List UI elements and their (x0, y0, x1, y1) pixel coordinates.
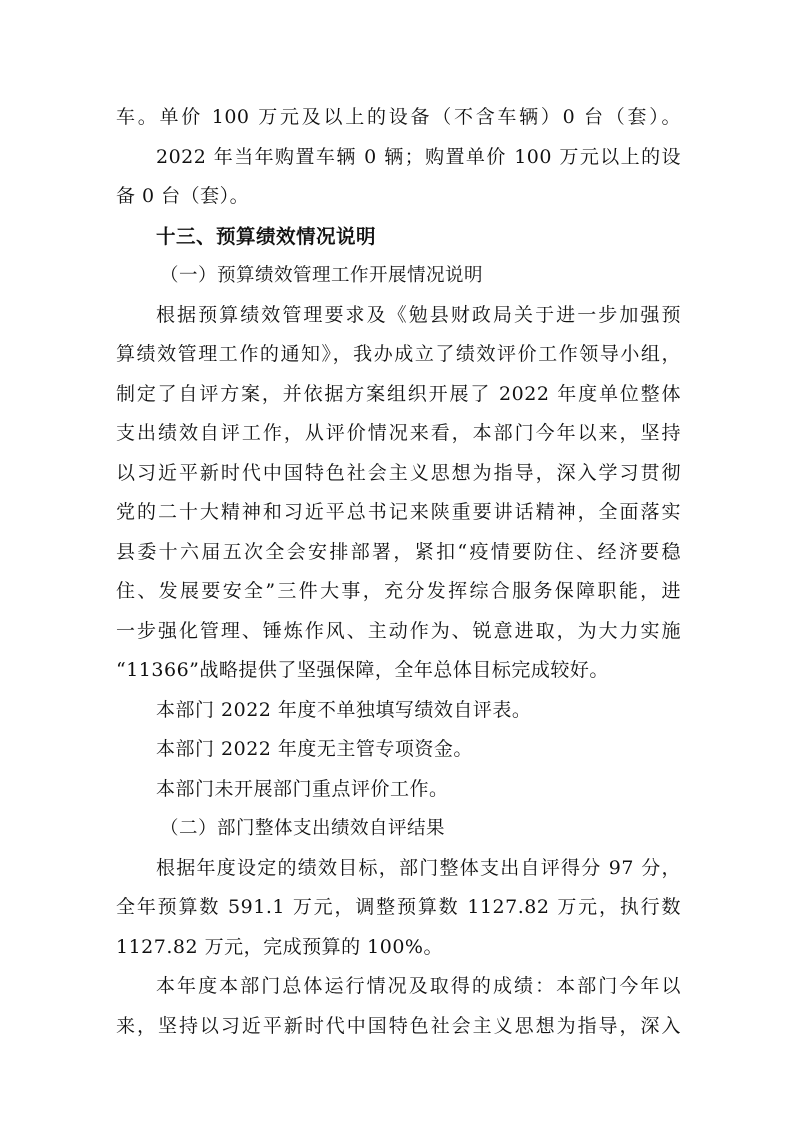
paragraph-line: 全年预算数 591.1 万元，调整预算数 1127.82 万元，执行数 (116, 896, 681, 918)
paragraph-line: 党的二十大精神和习近平总书记来陕重要讲话精神，全面落实 (116, 501, 681, 523)
subsection-heading: （二）部门整体支出绩效自评结果 (160, 818, 446, 839)
subsection-heading: （一）预算绩效管理工作开展情况说明 (160, 265, 484, 286)
paragraph-line: 本部门未开展部门重点评价工作。 (156, 777, 449, 800)
paragraph-line: 来，坚持以习近平新时代中国特色社会主义思想为指导，深入 (116, 1014, 681, 1037)
paragraph-line: 算绩效管理工作的通知》，我办成立了绩效评价工作领导小组， (116, 343, 681, 365)
paragraph-line: 本年度本部门总体运行情况及取得的成绩：本部门今年以 (156, 975, 681, 997)
paragraph-line: 县委十六届五次全会安排部署，紧扣“疫情要防住、经济要稳 (116, 540, 681, 563)
paragraph-line: 根据预算绩效管理要求及《勉县财政局关于进一步加强预 (156, 303, 681, 326)
paragraph-line: 本部门 2022 年度无主管专项资金。 (156, 738, 473, 760)
document-body (116, 98, 681, 1046)
paragraph-line: 根据年度设定的绩效目标，部门整体支出自评得分 97 分， (156, 856, 681, 879)
section-heading: 十三、预算绩效情况说明 (156, 224, 377, 248)
paragraph-line: 一步强化管理、锤炼作风、主动作为、锐意进取，为大力实施 (116, 619, 681, 642)
paragraph-line: 住、发展要安全”三件大事，充分发挥综合服务保障职能，进 (116, 580, 681, 602)
paragraph-line: 2022 年当年购置车辆 0 辆；购置单价 100 万元以上的设 (156, 145, 681, 168)
paragraph-line: 1127.82 万元，完成预算的 100%。 (116, 935, 443, 958)
paragraph-line: “11366”战略提供了坚强保障，全年总体目标完成较好。 (116, 659, 609, 681)
paragraph-line: 以习近平新时代中国特色社会主义思想为指导，深入学习贯彻 (116, 461, 681, 484)
paragraph-line: 制定了自评方案，并依据方案组织开展了 2022 年度单位整体 (116, 382, 681, 405)
paragraph-line: 支出绩效自评工作，从评价情况来看，本部门今年以来，坚持 (116, 422, 681, 444)
paragraph-line: 本部门 2022 年度不单独填写绩效自评表。 (156, 698, 532, 721)
paragraph-line: 备 0 台（套）。 (116, 185, 250, 207)
paragraph-line: 车。单价 100 万元及以上的设备（不含车辆）0 台（套）。 (116, 106, 681, 128)
